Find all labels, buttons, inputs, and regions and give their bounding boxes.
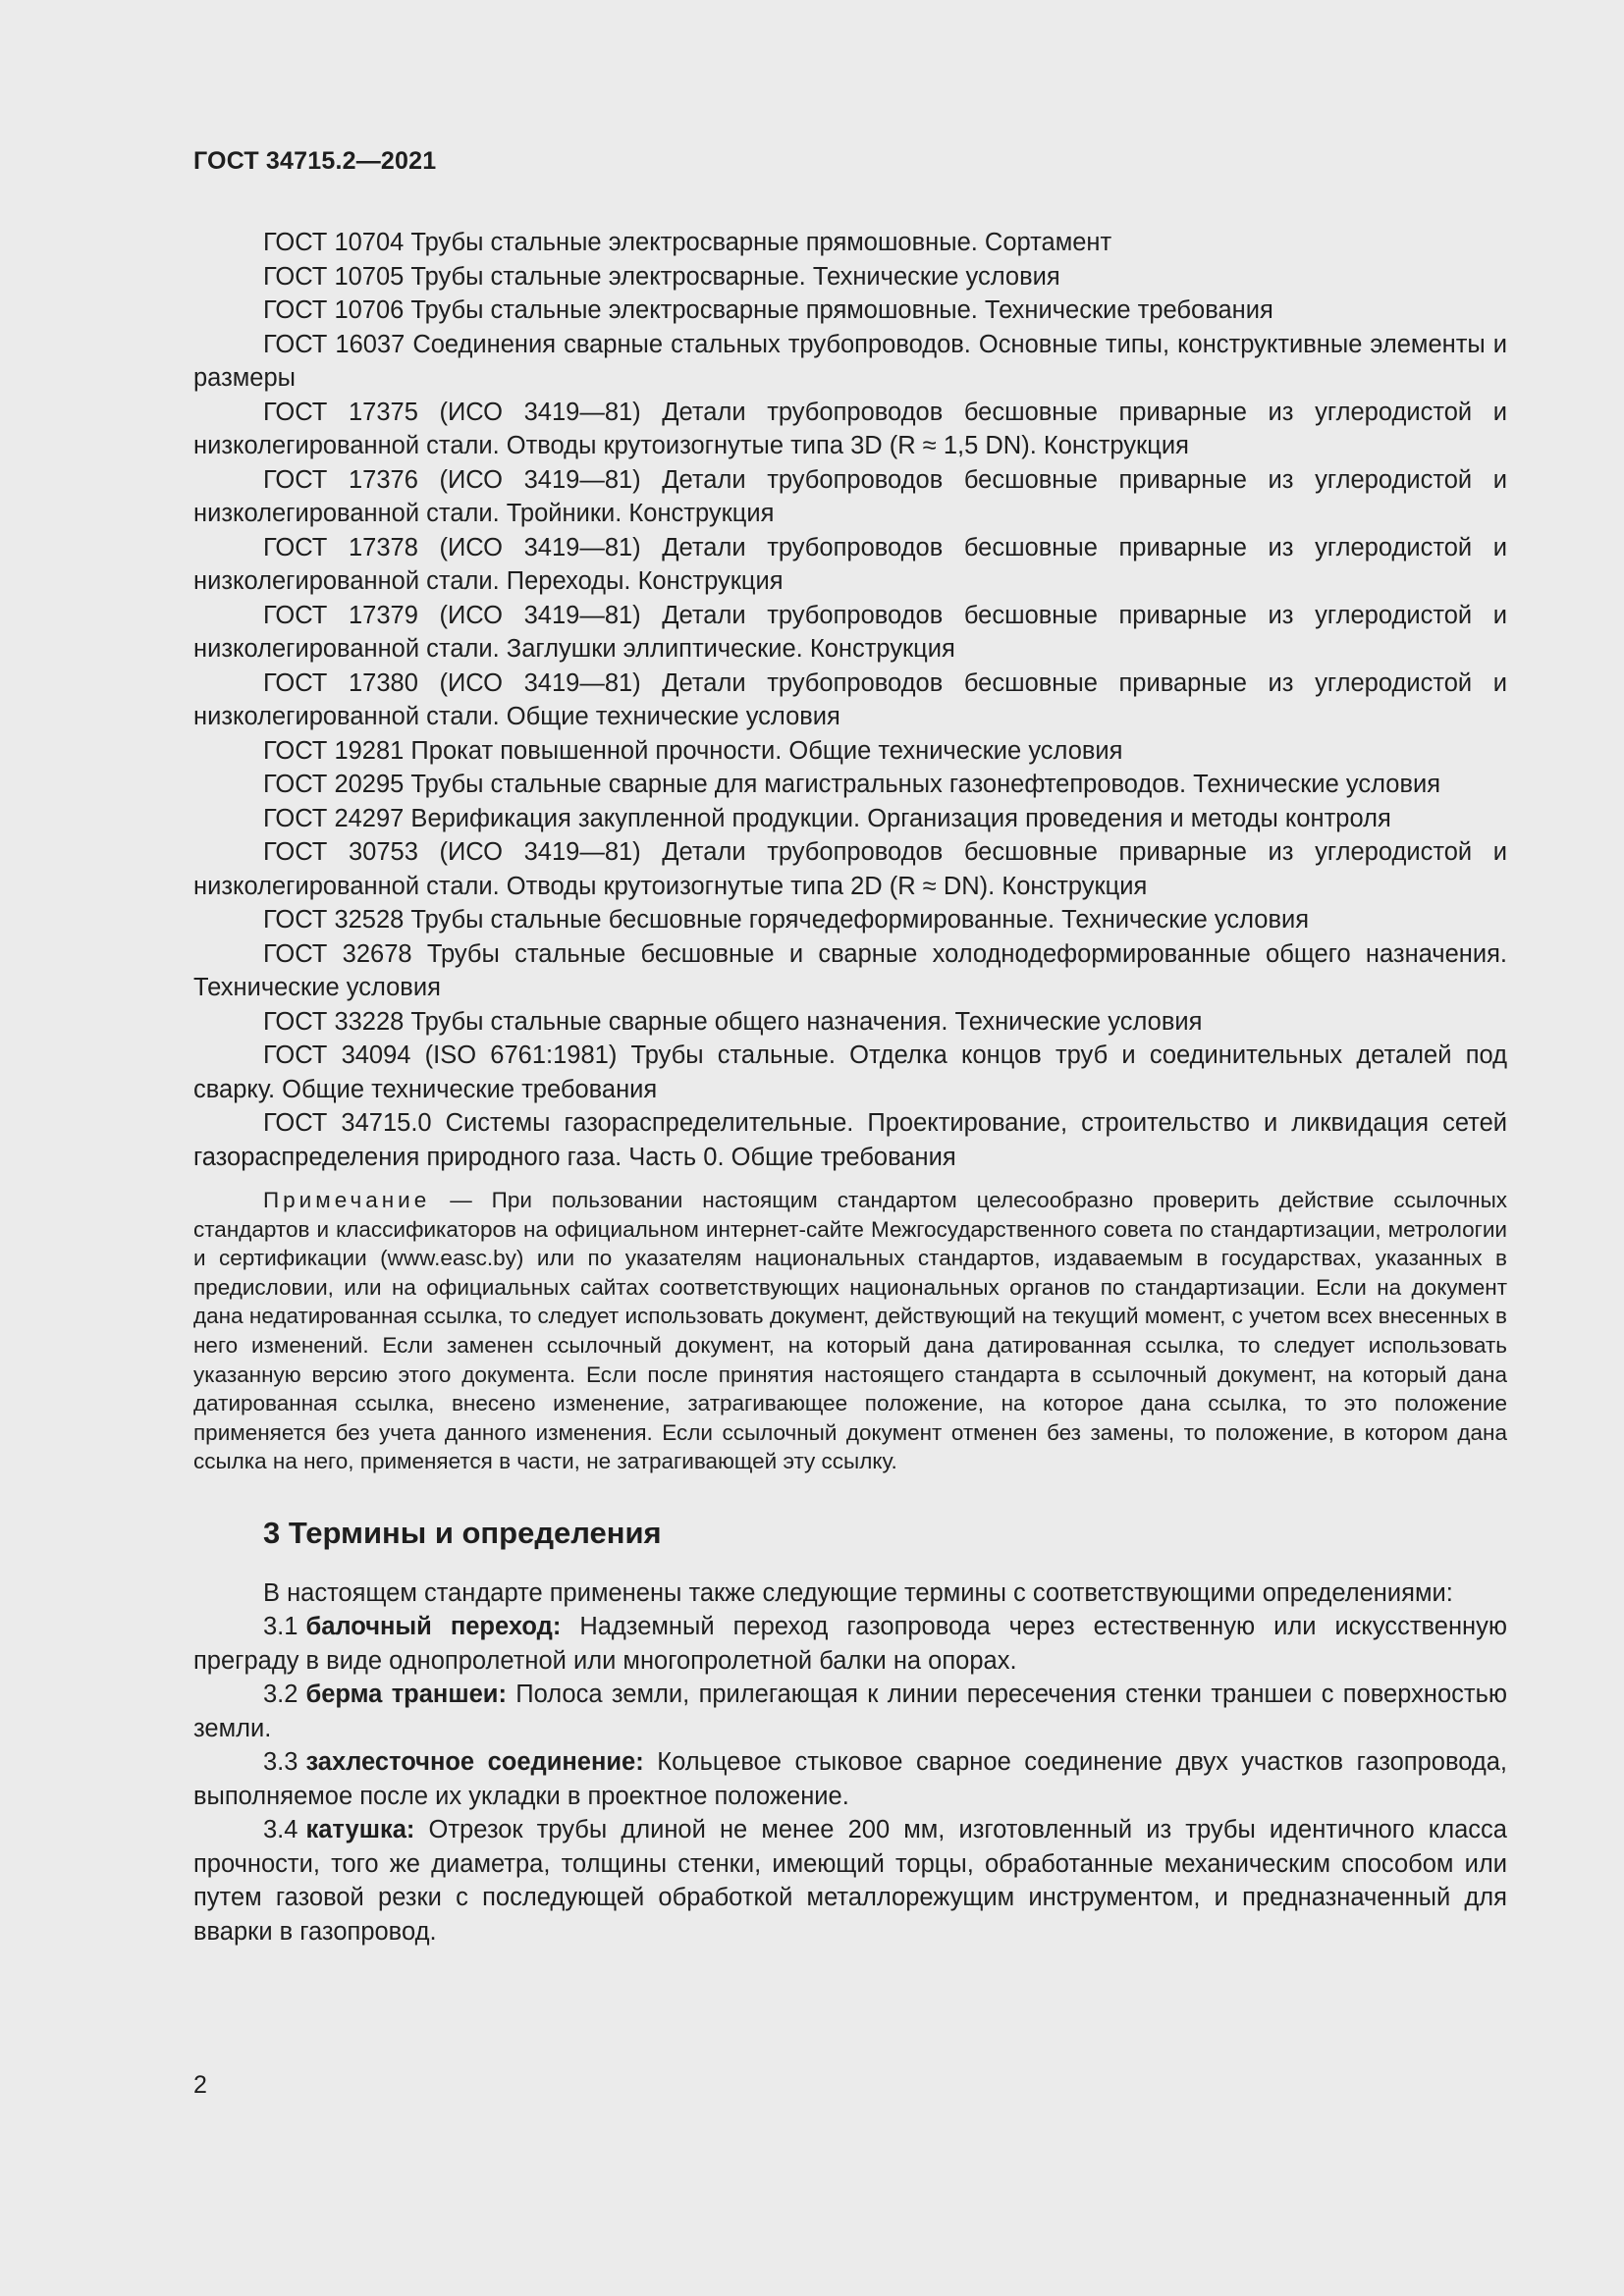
reference-item: ГОСТ 32678 Трубы стальные бесшовные и сварные холоднодеформированные общего назначения. Технические условия bbox=[193, 939, 1507, 1001]
reference-item: ГОСТ 32528 Трубы стальные бесшовные горячедеформированные. Технические условия bbox=[263, 906, 1310, 934]
reference-item: ГОСТ 17376 (ИСО 3419—81) Детали трубопроводов бесшовные приварные из углеродистой и низколегированной стали. Тройники. Конструкция bbox=[193, 465, 1507, 527]
term-number: 3.1 bbox=[263, 1613, 298, 1641]
reference-item: ГОСТ 20295 Трубы стальные сварные для магистральных газонефтепроводов. Технические условия bbox=[263, 771, 1441, 798]
term-definition: Надземный переход газопровода через естественную или искусственную преграду в виде однопролетной или многопролетной балки на опорах. bbox=[193, 1613, 1508, 1675]
reference-item: ГОСТ 16037 Соединения сварные стальных трубопроводов. Основные типы, конструктивные элементы и размеры bbox=[193, 330, 1507, 392]
section-title: 3 Термины и определения bbox=[263, 1515, 662, 1550]
term-name: берма траншеи: bbox=[305, 1681, 507, 1709]
reference-item: ГОСТ 17380 (ИСО 3419—81) Детали трубопроводов бесшовные приварные из углеродистой и низколегированной стали. Общие технические условия bbox=[193, 668, 1507, 730]
page-number: 2 bbox=[193, 2071, 207, 2099]
note-text: — При пользовании настоящим стандартом целесообразно проверить действие ссылочных стандартов и классификаторов на официальном интернет-сайте Межгосударственного совета по стандартизации, метрологии и сертификации (www.easc.by) или по указателям национальных стандартов, издаваемым в государствах, указанных в предисловии, или на официальных сайтах соответствующих национальных органов по стандартизации. Если на документ дана недатированная ссылка, то следует использовать документ, действующий на текущий момент, с учетом всех внесенных в него изменений. Если заменен ссылочный документ, на который дана датированная ссылка, то следует использовать указанную версию этого документа. Если после принятия настоящего стандарта в ссылочный документ, на который дана датированная ссылка, внесено изменение, затрагивающее положение, на которое дана ссылка, то это положение применяется без учета данного изменения. Если ссылочный документ отменен без замены, то положение, в котором дана ссылка на него, применяется в части, не затрагивающей эту ссылку. bbox=[193, 1188, 1507, 1474]
reference-item: ГОСТ 10706 Трубы стальные электросварные прямошовные. Технические требования bbox=[263, 296, 1273, 324]
reference-item: ГОСТ 17375 (ИСО 3419—81) Детали трубопроводов бесшовные приварные из углеродистой и низколегированной стали. Отводы крутоизогнутые типа 3D (R ≈ 1,5 DN). Конструкция bbox=[193, 398, 1507, 459]
reference-item: ГОСТ 17378 (ИСО 3419—81) Детали трубопроводов бесшовные приварные из углеродистой и низколегированной стали. Переходы. Конструкция bbox=[193, 533, 1507, 595]
reference-item: ГОСТ 34715.0 Системы газораспределительные. Проектирование, строительство и ликвидация сетей газораспределения природного газа. Часть 0. Общие требования bbox=[193, 1109, 1507, 1171]
reference-item: ГОСТ 34094 (ISO 6761:1981) Трубы стальные. Отделка концов труб и соединительных деталей под сварку. Общие технические требования bbox=[193, 1041, 1507, 1103]
reference-item: ГОСТ 17379 (ИСО 3419—81) Детали трубопроводов бесшовные приварные из углеродистой и низколегированной стали. Заглушки эллиптические. Конструкция bbox=[193, 601, 1507, 663]
term-item bbox=[193, 1745, 1507, 1813]
term-definition: Кольцевое стыковое сварное соединение двух участков газопровода, выполняемое после их укладки в проектное положение. bbox=[193, 1748, 1508, 1810]
reference-item: ГОСТ 33228 Трубы стальные сварные общего назначения. Технические условия bbox=[263, 1007, 1203, 1036]
note-paragraph bbox=[193, 1186, 1507, 1476]
term-definition: Полоса земли, прилегающая к линии пересечения стенки траншеи с поверхностью земли. bbox=[193, 1681, 1507, 1742]
term-item bbox=[193, 1678, 1507, 1745]
normative-references-list bbox=[193, 226, 1507, 1174]
note-label: Примечание bbox=[263, 1188, 431, 1212]
section-intro: В настоящем стандарте применены также следующие термины с соответствующими определениями: bbox=[263, 1578, 1453, 1607]
term-definition: Отрезок трубы длиной не менее 200 мм, изготовленный из трубы идентичного класса прочности, того же диаметра, толщины стенки, имеющий торцы, обработанные механическим способом или путем газовой резки с последующей обработкой металлорежущим инструментом, и предназначенный для вварки в газопровод. bbox=[193, 1816, 1507, 1946]
reference-item: ГОСТ 10704 Трубы стальные электросварные прямошовные. Сортамент bbox=[263, 229, 1112, 256]
reference-item: ГОСТ 24297 Верификация закупленной продукции. Организация проведения и методы контроля bbox=[263, 804, 1391, 832]
term-name: балочный переход: bbox=[305, 1613, 562, 1641]
term-name: захлесточное соединение: bbox=[305, 1748, 644, 1777]
page-content bbox=[193, 226, 1507, 1949]
term-item bbox=[193, 1610, 1507, 1678]
reference-item: ГОСТ 19281 Прокат повышенной прочности. Общие технические условия bbox=[263, 736, 1123, 765]
term-item bbox=[193, 1813, 1507, 1949]
term-name: катушка: bbox=[305, 1816, 415, 1844]
terms-list bbox=[193, 1610, 1507, 1949]
reference-item: ГОСТ 30753 (ИСО 3419—81) Детали трубопроводов бесшовные приварные из углеродистой и низколегированной стали. Отводы крутоизогнутые типа 2D (R ≈ DN). Конструкция bbox=[193, 838, 1507, 900]
document-header: ГОСТ 34715.2—2021 bbox=[193, 147, 437, 175]
term-number: 3.4 bbox=[263, 1816, 298, 1844]
term-number: 3.2 bbox=[263, 1681, 298, 1709]
reference-item: ГОСТ 10705 Трубы стальные электросварные. Технические условия bbox=[263, 262, 1060, 291]
term-number: 3.3 bbox=[263, 1748, 298, 1777]
